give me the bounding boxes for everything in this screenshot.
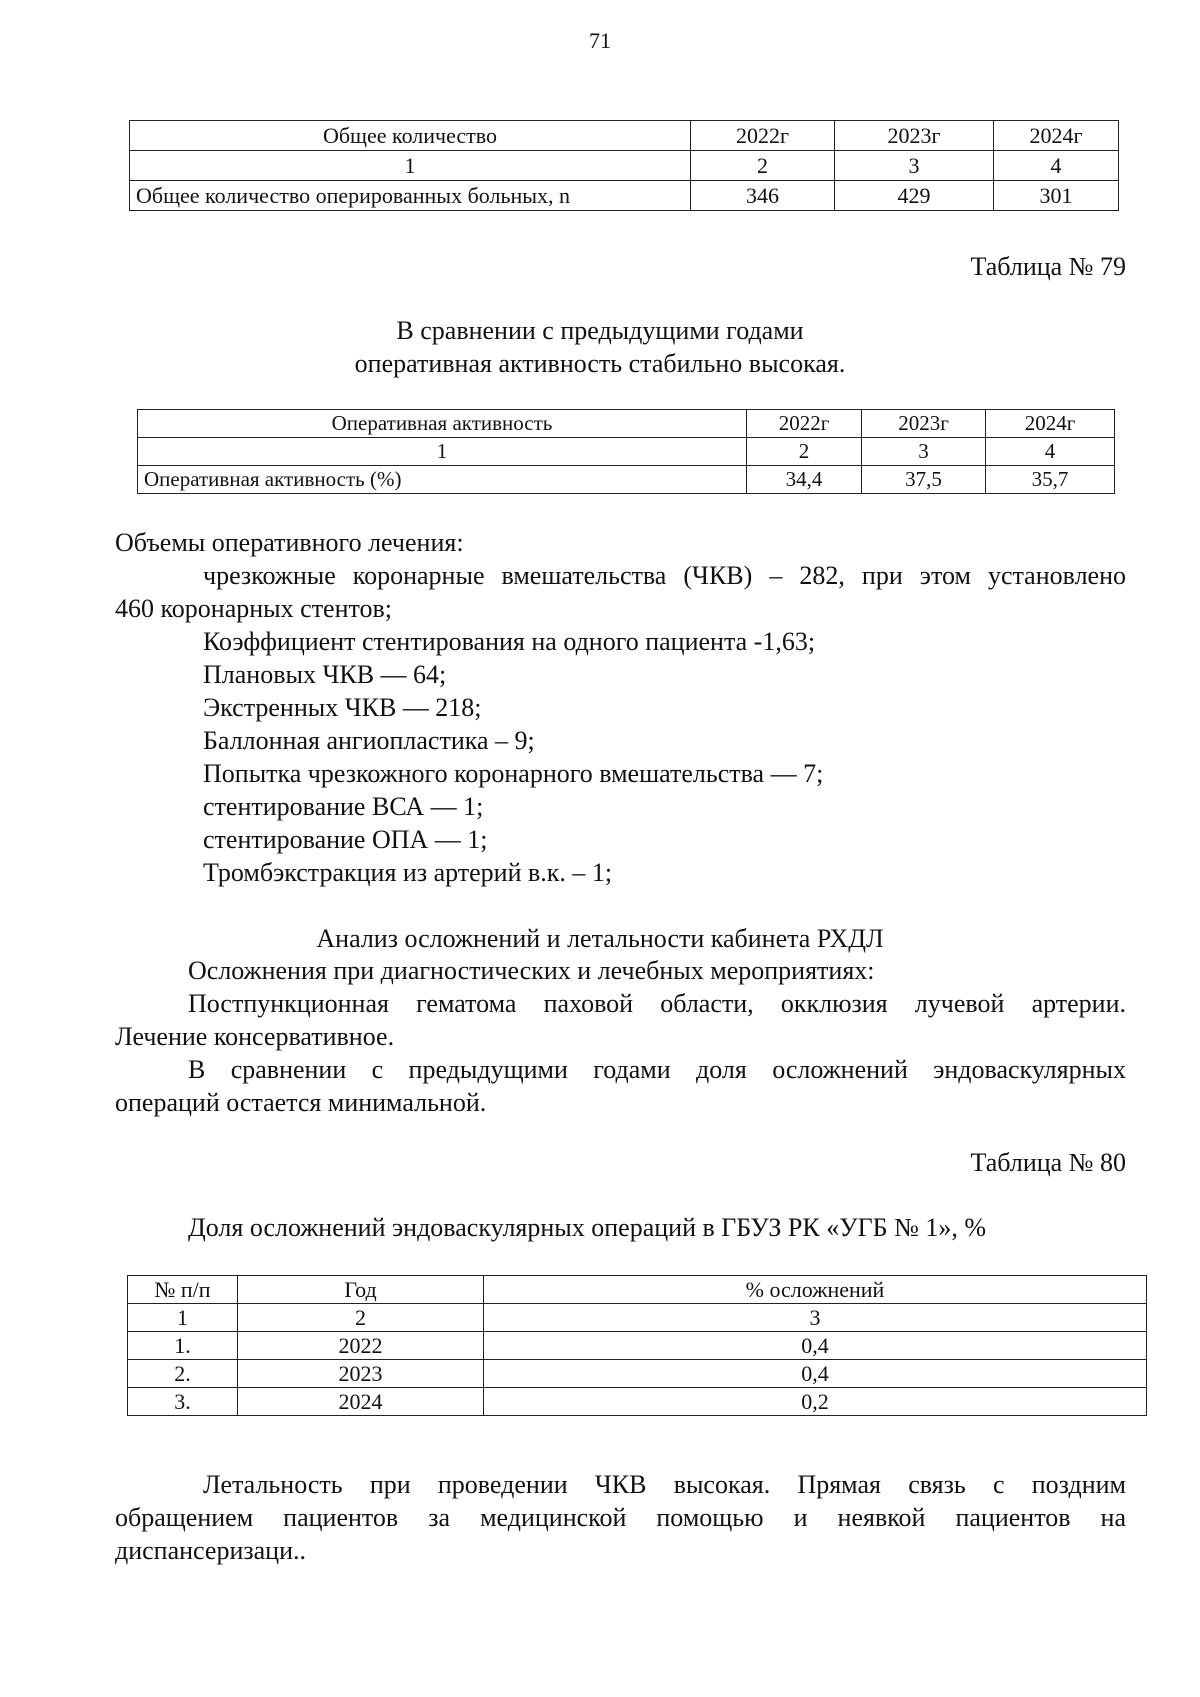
pci-line1: чрезкожные коронарные вмешательства (ЧКВ) – 282, при этом установлено [203,561,1126,590]
pci-line2: 460 коронарных стентов; [115,594,393,623]
table-cell: 2 [747,438,862,466]
table-row [138,466,1115,494]
list-item: Баллонная ангиопластика – 9; [203,726,535,755]
table-cell: 1 [128,1304,238,1332]
analysis-para1-line2: Лечение консервативное. [115,1022,395,1051]
table-cell: 429 [835,181,994,211]
table-row [128,1360,1147,1388]
conclusion-line1: Летальность при проведении ЧКВ высокая. Прямая связь с поздним [203,1470,1126,1499]
table-cell: 2024 [238,1388,484,1416]
list-item: Тромбэкстракция из артерий в.к. – 1; [203,858,613,887]
table-cell: 2024г [986,410,1115,438]
conclusion-line2: обращением пациентов за медицинской помощью и неявкой пациентов на [115,1503,1126,1532]
table-cell: % осложнений [484,1276,1147,1304]
table-cell: 1 [138,438,747,466]
table-cell: 2023 [238,1360,484,1388]
table-cell: 2024г [994,121,1119,151]
table-79-caption: Таблица № 79 [970,252,1126,281]
table-cell: Оперативная активность (%) [138,466,747,494]
table-cell: 2 [691,151,835,181]
table-80-caption: Таблица № 80 [970,1148,1126,1177]
list-item: Плановых ЧКВ — 64; [203,660,447,689]
table-79-title-line1: В сравнении с предыдущими годами [396,316,804,345]
list-item: Попытка чрезкожного коронарного вмешательства — 7; [203,759,824,788]
table-cell: 346 [691,181,835,211]
complications-table [127,1275,1147,1416]
table-cell: 0,2 [484,1388,1147,1416]
table-cell: 3 [835,151,994,181]
table-index-row [138,438,1115,466]
table-row [130,181,1119,211]
table-cell: 0,4 [484,1360,1147,1388]
operative-activity-table [137,409,1115,494]
table-cell: 301 [994,181,1119,211]
table-cell: Общее количество оперированных больных, n [130,181,691,211]
table-80-title: Доля осложнений эндоваскулярных операций в ГБУЗ РК «УГБ № 1», % [188,1213,987,1242]
table-index-row [130,151,1119,181]
table-cell: Год [238,1276,484,1304]
table-cell: 3. [128,1388,238,1416]
table-header-row [128,1276,1147,1304]
table-cell: 2022г [691,121,835,151]
analysis-para2-line2: операций остается минимальной. [115,1088,487,1117]
table-cell: 34,4 [747,466,862,494]
list-item: стентирование ОПА — 1; [203,825,488,854]
table-cell: 3 [862,438,986,466]
table-cell: 2023г [835,121,994,151]
table-row [128,1332,1147,1360]
table-cell: 2. [128,1360,238,1388]
table-cell: 35,7 [986,466,1115,494]
analysis-para1-line1: Постпункционная гематома паховой области, окклюзия лучевой артерии. [188,989,1126,1018]
table-cell: 2023г [862,410,986,438]
table-header-row [130,121,1119,151]
table-cell: Общее количество [130,121,691,151]
table-cell: 3 [484,1304,1147,1332]
table-row [128,1388,1147,1416]
table-cell: 0,4 [484,1332,1147,1360]
table-cell: 1 [130,151,691,181]
table-cell: 37,5 [862,466,986,494]
table-index-row [128,1304,1147,1332]
operated-patients-table [129,120,1119,211]
table-cell: № п/п [128,1276,238,1304]
table-cell: 2022г [747,410,862,438]
page-number: 71 [589,28,611,53]
list-item: Коэффициент стентирования на одного пациента -1,63; [203,627,816,656]
list-item: стентирование ВСА — 1; [203,792,484,821]
table-cell: Оперативная активность [138,410,747,438]
conclusion-line3: диспансеризаци.. [115,1536,307,1565]
analysis-heading: Анализ осложнений и летальности кабинета РХДЛ [316,924,884,953]
table-cell: 4 [994,151,1119,181]
analysis-line1: Осложнения при диагностических и лечебных мероприятиях: [188,956,875,985]
table-cell: 2 [238,1304,484,1332]
table-cell: 4 [986,438,1115,466]
table-cell: 1. [128,1332,238,1360]
analysis-para2-line1: В сравнении с предыдущими годами доля осложнений эндоваскулярных [188,1055,1126,1084]
table-79-title-line2: оперативная активность стабильно высокая. [354,349,846,378]
table-header-row [138,410,1115,438]
table-cell: 2022 [238,1332,484,1360]
volumes-heading: Объемы оперативного лечения: [115,528,464,557]
list-item: Экстренных ЧКВ — 218; [203,693,482,722]
